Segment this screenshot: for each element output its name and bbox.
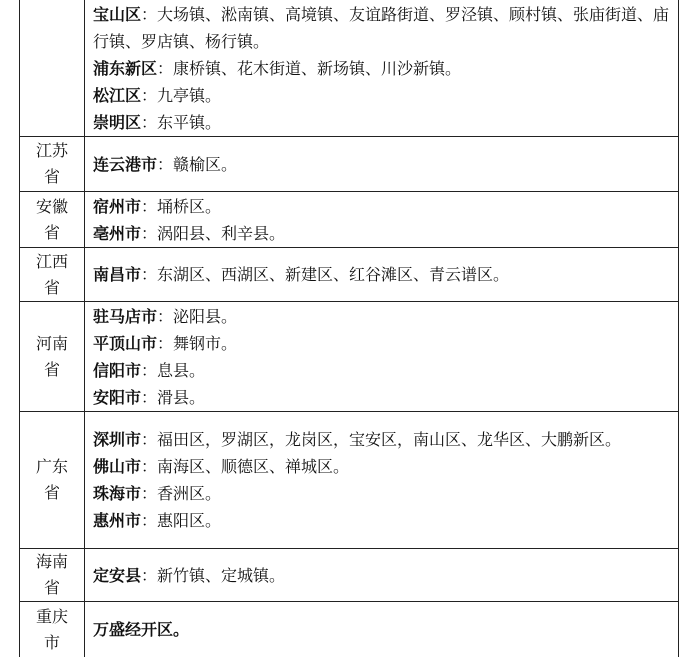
separator: ： xyxy=(141,265,158,284)
area-list: 泌阳县。 xyxy=(173,306,238,326)
areas-cell xyxy=(85,412,679,549)
area-list: 南海区、顺德区、禅城区。 xyxy=(157,457,350,476)
area-entry xyxy=(93,55,670,82)
area-list: 赣榆区。 xyxy=(173,154,238,174)
separator: ： xyxy=(157,59,174,78)
province-cell: 江苏省 xyxy=(20,137,85,192)
area-list: 舞钢市。 xyxy=(173,333,238,353)
city-name: 宝山区 xyxy=(93,5,142,24)
city-name: 驻马店市 xyxy=(93,306,158,326)
city-name: 珠海市 xyxy=(93,484,142,503)
separator: ： xyxy=(141,457,158,476)
area-entry xyxy=(93,480,670,507)
table-row xyxy=(20,602,679,657)
separator: ： xyxy=(141,511,158,530)
table-body xyxy=(20,0,679,657)
table-row xyxy=(20,302,679,412)
city-name: 平顶山市 xyxy=(93,333,158,353)
separator: ： xyxy=(141,387,158,407)
areas-cell xyxy=(85,248,679,302)
separator: ： xyxy=(157,333,174,353)
separator: ： xyxy=(141,430,158,449)
areas-cell xyxy=(85,602,679,657)
areas-cell xyxy=(85,549,679,602)
separator: ： xyxy=(157,306,174,326)
province-cell: 重庆市 xyxy=(20,602,85,657)
table-row xyxy=(20,0,679,137)
separator: ： xyxy=(141,484,158,503)
city-name: 南昌市 xyxy=(93,265,142,284)
area-entry xyxy=(93,453,670,480)
city-name: 深圳市 xyxy=(93,430,142,449)
area-list: 滑县。 xyxy=(157,387,206,407)
province-cell xyxy=(20,0,85,137)
area-entry xyxy=(93,303,670,330)
area-list: 康桥镇、花木街道、新场镇、川沙新镇。 xyxy=(173,59,462,78)
province-cell: 安徽省 xyxy=(20,192,85,248)
table-row xyxy=(20,549,679,602)
city-name: 崇明区 xyxy=(93,113,142,132)
area-list: 惠阳区。 xyxy=(157,511,222,530)
separator: ： xyxy=(141,196,158,216)
table-row xyxy=(20,192,679,248)
area-entry xyxy=(93,82,670,109)
province-cell: 河南省 xyxy=(20,302,85,412)
area-list: 新竹镇、定城镇。 xyxy=(157,565,286,585)
area-entry xyxy=(93,616,670,643)
city-name: 惠州市 xyxy=(93,511,142,530)
city-name: 浦东新区 xyxy=(93,59,158,78)
area-entry xyxy=(93,1,670,55)
area-list: 涡阳县、利辛县。 xyxy=(157,223,286,243)
province-cell: 广东省 xyxy=(20,412,85,549)
area-entry xyxy=(93,261,670,288)
area-entry xyxy=(93,330,670,357)
areas-cell xyxy=(85,302,679,412)
city-name: 松江区 xyxy=(93,86,142,105)
area-list: 东湖区、西湖区、新建区、红谷滩区、青云谱区。 xyxy=(157,265,510,284)
area-list: 埇桥区。 xyxy=(157,196,222,216)
area-list: 香洲区。 xyxy=(157,484,222,503)
area-entry xyxy=(93,109,670,136)
area-list: 东平镇。 xyxy=(157,113,222,132)
province-cell: 海南省 xyxy=(20,549,85,602)
table-row xyxy=(20,137,679,192)
city-name: 安阳市 xyxy=(93,387,142,407)
separator: ： xyxy=(141,360,158,380)
city-name: 连云港市 xyxy=(93,154,158,174)
city-name: 信阳市 xyxy=(93,360,142,380)
city-name: 宿州市 xyxy=(93,196,142,216)
area-list: 息县。 xyxy=(157,360,206,380)
areas-cell xyxy=(85,192,679,248)
areas-cell xyxy=(85,137,679,192)
area-entry xyxy=(93,562,670,589)
separator: ： xyxy=(141,565,158,585)
area-entry xyxy=(93,193,670,220)
area-list: 福田区，罗湖区，龙岗区，宝安区，南山区、龙华区、大鹏新区。 xyxy=(157,430,622,449)
separator: ： xyxy=(141,223,158,243)
risk-area-table xyxy=(19,0,679,657)
city-name: 亳州市 xyxy=(93,223,142,243)
city-name: 万盛经开区。 xyxy=(93,620,190,639)
separator: ： xyxy=(141,113,158,132)
area-list: 大场镇、淞南镇、高境镇、友谊路街道、罗泾镇、顾村镇、张庙街道、庙行镇、罗店镇、杨行镇。 xyxy=(93,5,670,51)
city-name: 定安县 xyxy=(93,565,142,585)
area-entry xyxy=(93,507,670,534)
area-entry xyxy=(93,151,670,178)
area-entry xyxy=(93,426,670,453)
area-list: 九亭镇。 xyxy=(157,86,222,105)
separator: ： xyxy=(141,5,158,24)
area-entry xyxy=(93,384,670,411)
area-entry xyxy=(93,220,670,247)
city-name: 佛山市 xyxy=(93,457,142,476)
table-row xyxy=(20,248,679,302)
table-row xyxy=(20,412,679,549)
areas-cell xyxy=(85,0,679,137)
area-entry xyxy=(93,357,670,384)
province-cell: 江西省 xyxy=(20,248,85,302)
separator: ： xyxy=(157,154,174,174)
separator: ： xyxy=(141,86,158,105)
